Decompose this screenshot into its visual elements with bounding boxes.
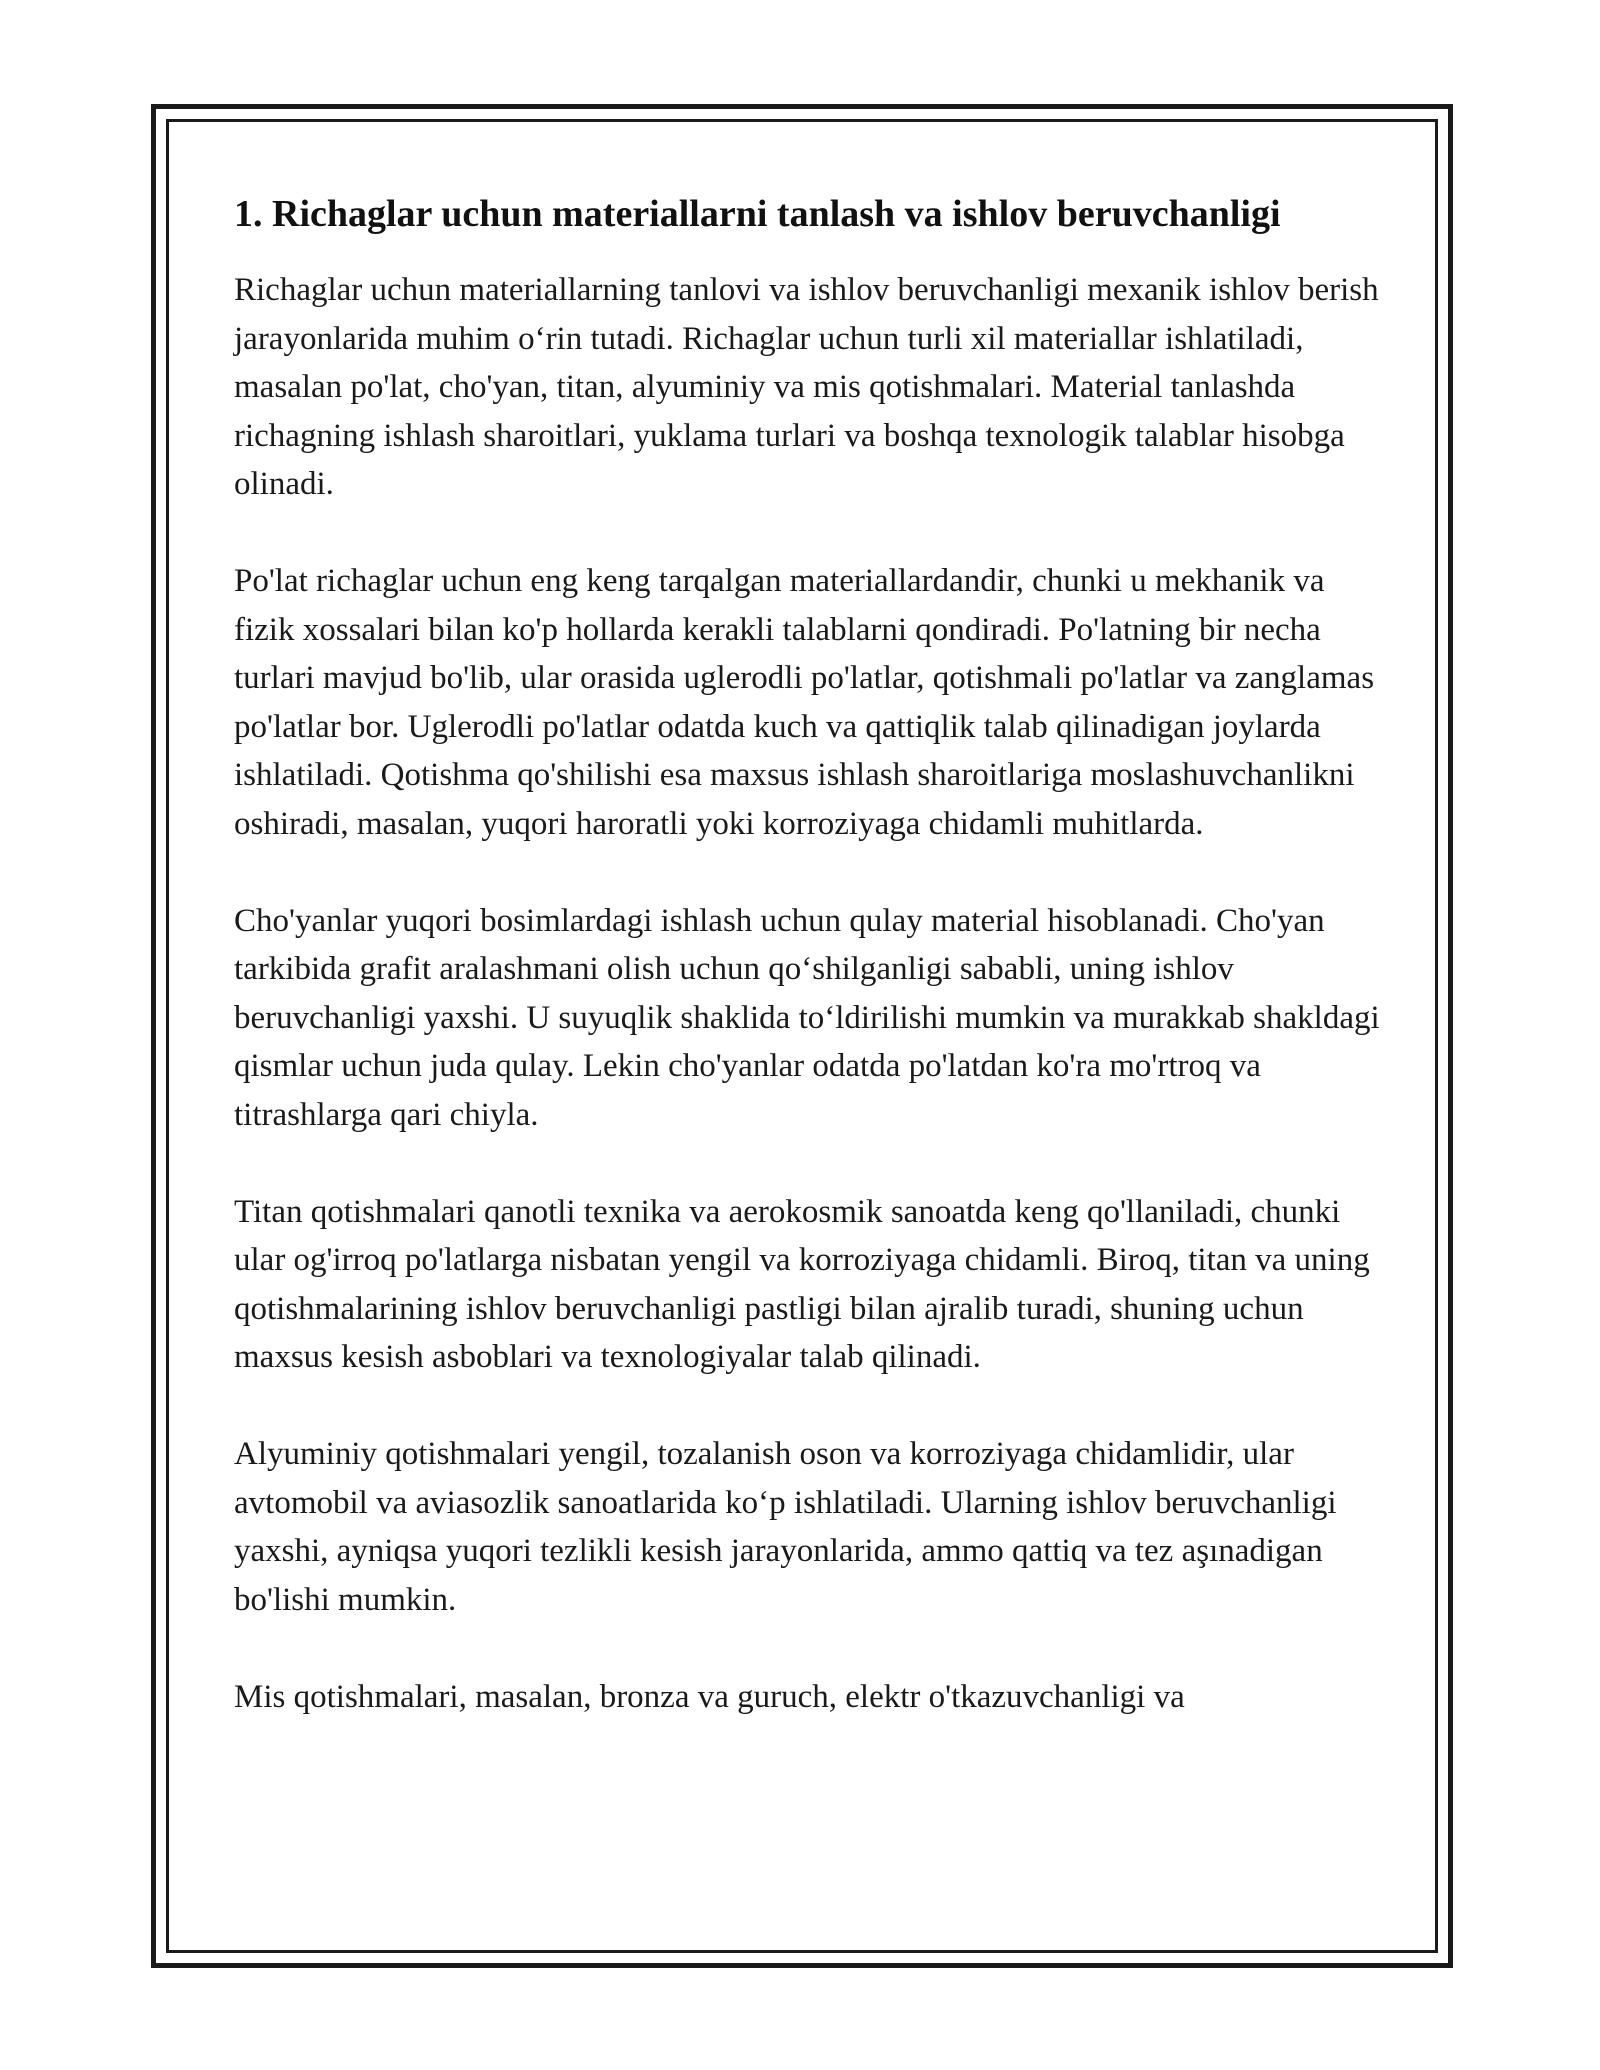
paragraph-copper: Mis qotishmalari, masalan, bronza va guruch, elektr o'tkazuvchanligi va <box>234 1678 1185 1715</box>
section-heading: 1. Richaglar uchun materiallarni tanlash va ishlov beruvchanligi <box>234 193 1281 235</box>
paragraph-aluminium: Alyuminiy qotishmalari yengil, tozalanish oson va korroziyaga chidamlidir, ular avtomobil va aviasozlik sanoatlarida koʻp ishlatiladi. Ularning ishlov beruvchanligi yaxshi, ayniqsa yuqori tezlikli kesish jarayonlarida, ammo qattiq va tez aşınadigan bo'lishi mumkin. <box>234 1436 1337 1618</box>
document-body <box>234 186 1380 1770</box>
paragraph-steel: Po'lat richaglar uchun eng keng tarqalgan materiallardandir, chunki u mekhanik va fizik xossalari bilan ko'p hollarda kerakli talablarni qondiradi. Po'latning bir necha turlari mavjud bo'lib, ular orasida uglerodli po'latlar, qotishmali po'latlar va zanglamas po'latlar bor. Uglerodli po'latlar odatda kuch va qattiqlik talab qilinadigan joylarda ishlatiladi. Qotishma qo'shilishi esa maxsus ishlash sharoitlariga moslashuvchanlikni oshiradi, masalan, yuqori haroratli yoki korroziyaga chidamli muhitlarda. <box>234 563 1375 842</box>
paragraph-intro: Richaglar uchun materiallarning tanlovi va ishlov beruvchanligi mexanik ishlov berish jarayonlarida muhim oʻrin tutadi. Richaglar uchun turli xil materiallar ishlatiladi, masalan po'lat, cho'yan, titan, alyuminiy va mis qotishmalari. Material tanlashda richagning ishlash sharoitlari, yuklama turlari va boshqa texnologik talablar hisobga olinadi. <box>234 272 1379 502</box>
paragraph-cast-iron: Cho'yanlar yuqori bosimlardagi ishlash uchun qulay material hisoblanadi. Cho'yan tarkibida grafit aralashmani olish uchun qoʻshilganligi sababli, uning ishlov beruvchanligi yaxshi. U suyuqlik shaklida toʻldirilishi mumkin va murakkab shakldagi qismlar uchun juda qulay. Lekin cho'yanlar odatda po'latdan ko'ra mo'rtroq va titrashlarga qari chiyla. <box>234 902 1380 1133</box>
paragraph-titanium: Titan qotishmalari qanotli texnika va aerokosmik sanoatda keng qo'llaniladi, chunki ular og'irroq po'latlarga nisbatan yengil va korroziyaga chidamli. Biroq, titan va uning qotishmalarining ishlov beruvchanligi pastligi bilan ajralib turadi, shuning uchun maxsus kesish asboblari va texnologiyalar talab qilinadi. <box>234 1193 1370 1375</box>
